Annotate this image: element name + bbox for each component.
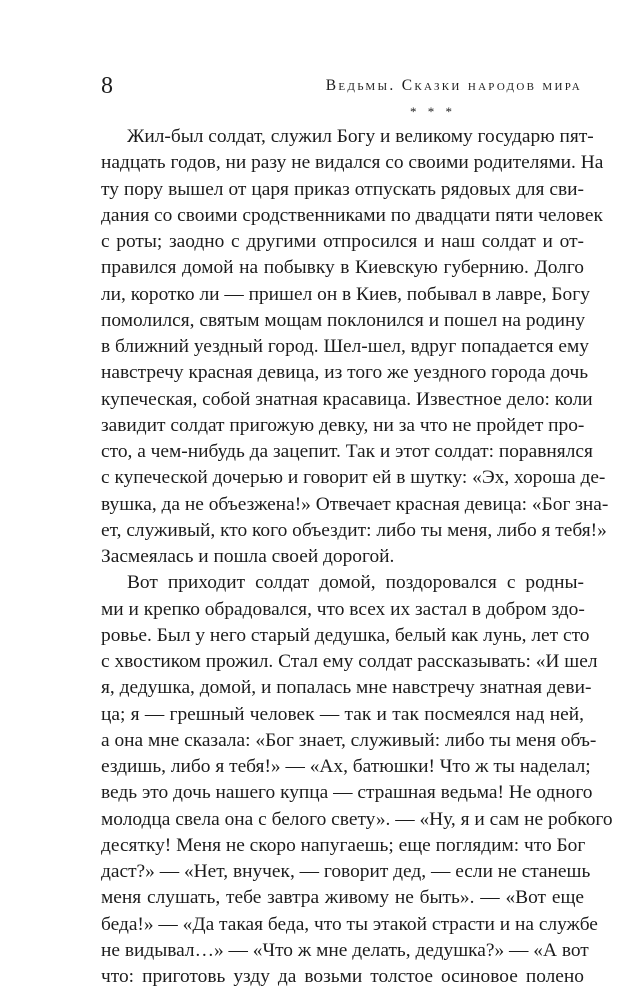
text-line: помолился, святым мощам поклонился и пошел на родину	[101, 309, 586, 331]
text-line: надцать годов, ни разу не видался со своими родителями. На	[101, 152, 604, 174]
text-line: с роты; заодно с другими отпросился и наш солдат и от-	[101, 231, 584, 252]
text-line: сто, а чем-нибудь да зацепит. Так и этот солдат: поравнялся	[101, 441, 593, 462]
text-line: купеческая, собой знатная красавица. Известное дело: коли	[101, 388, 593, 410]
text-line: ту пору вышел от царя приказ отпускать рядовых для сви-	[101, 178, 584, 200]
text-line: с хвостиком прожил. Стал ему солдат рассказывать: «И шел	[101, 651, 598, 672]
body-text	[101, 124, 613, 990]
running-title: Ведьмы. Сказки народов мира	[325, 77, 582, 94]
text-line: Засмеялась и пошла своей дорогой.	[101, 546, 395, 567]
text-line: ездишь, либо я тебя!» — «Ах, батюшки! Что ж ты наделал;	[101, 756, 591, 777]
text-line: правился домой на побывку в Киевскую губернию. Долго	[101, 257, 584, 279]
text-line: с купеческой дочерью и говорит ей в шутку: «Эх, хороша де-	[101, 467, 606, 489]
text-line: ми и крепко обрадовался, что всех их застал в добром здо-	[101, 598, 585, 620]
text-line: молодца свела она с белого свету». — «Ну, я и сам не робкого	[101, 808, 613, 830]
text-line: ет, служивый, кто кого объездит: либо ты меня, либо я тебя!»	[101, 519, 607, 541]
paragraph-1	[101, 124, 609, 570]
text-line: ровье. Был у него старый дедушка, белый как лунь, лет сто	[101, 624, 590, 646]
text-line: ли, коротко ли — пришел он в Киев, побывал в лавре, Богу	[101, 283, 590, 305]
text-line: я, дедушка, домой, и попалась мне навстречу знатная деви-	[101, 677, 592, 699]
text-line: десятку! Меня не скоро напугаешь; еще поглядим: что Бог	[101, 834, 586, 856]
text-line: даст?» — «Нет, внучек, — говорит дед, — если не станешь	[101, 861, 591, 882]
section-separator: * * *	[410, 104, 456, 119]
text-line: ведь это дочь нашего купца — страшная ведьма! Не одного	[101, 782, 593, 804]
text-line: завидит солдат пригожую девку, ни за что не пройдет про-	[101, 414, 585, 436]
text-line: ца; я — грешный человек — так и так посмеялся над ней,	[101, 703, 584, 725]
text-line: в ближний уездный город. Шел-шел, вдруг попадается ему	[101, 336, 589, 357]
text-line: навстречу красная девица, из того же уездного города дочь	[101, 362, 589, 384]
text-line: не видывал…» — «Что ж мне делать, дедушка?» — «А вот	[101, 939, 589, 961]
page-number: 8	[101, 73, 113, 99]
text-line: меня слушать, тебе завтра живому не быть». — «Вот еще	[101, 887, 584, 909]
text-line: Вот приходит солдат домой, поздоровался с родны-	[127, 572, 584, 594]
paragraph-2	[101, 570, 613, 990]
text-line: дания со своими сродственниками по двадцати пяти человек	[101, 204, 603, 226]
text-line: а она мне сказала: «Бог знает, служивый: либо ты меня объ-	[101, 729, 597, 751]
text-line: что: приготовь узду да возьми толстое осиновое полено	[101, 966, 584, 987]
text-line: Жил-был солдат, служил Богу и великому государю пят-	[127, 126, 594, 147]
text-line: вушка, да не объезжена!» Отвечает красная девица: «Бог зна-	[101, 493, 609, 515]
text-line: беда!» — «Да такая беда, что ты этакой страсти и на службе	[101, 913, 598, 935]
